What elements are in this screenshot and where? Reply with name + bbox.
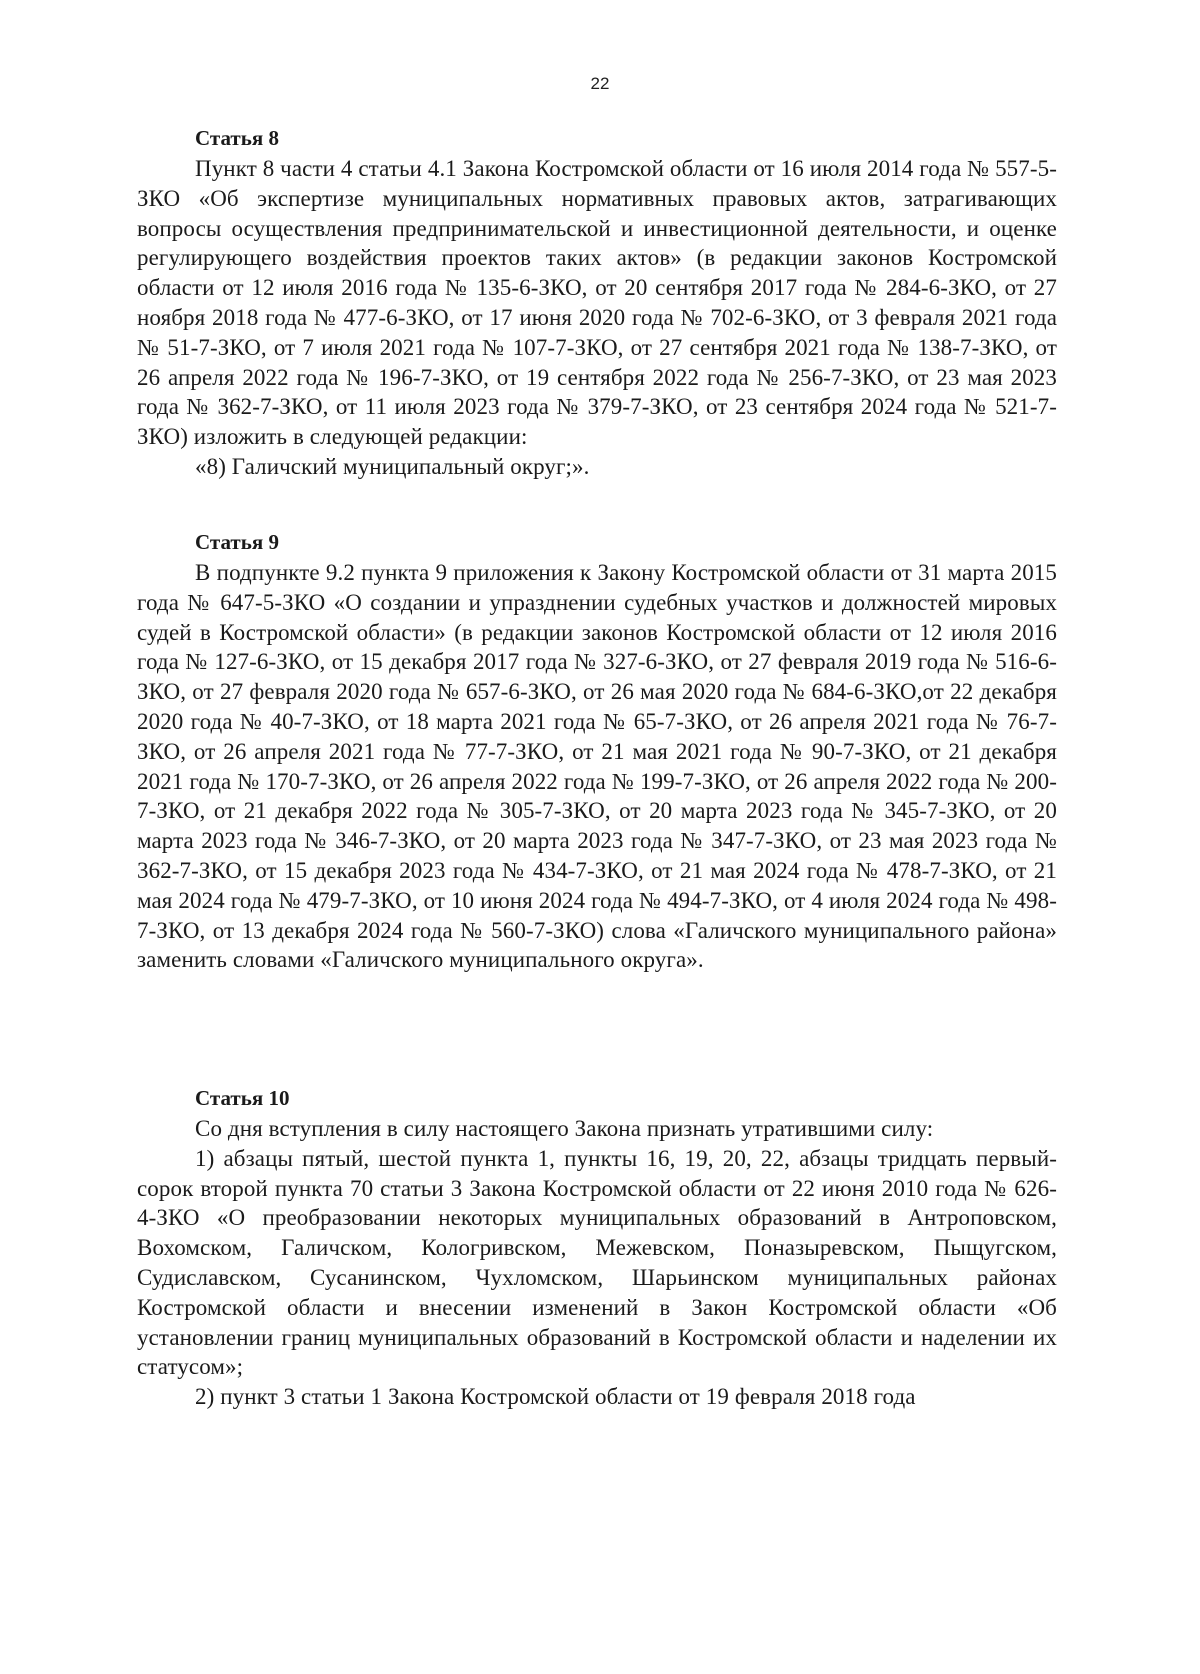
article-9 — [137, 527, 1057, 975]
article-paragraph: 1) абзацы пятый, шестой пункта 1, пункты 16, 19, 20, 22, абзацы тридцать первый-сорок второй пункта 70 статьи 3 Закона Костромской области от 22 июня 2010 года № 626-4-ЗКО «О преобразовании некоторых муниципальных образований в Антроповском, Вохомском, Галичском, Кологривском, Межевском, Поназыревском, Пыщугском, Судиславском, Сусанинском, Чухломском, Шарьинском муниципальных районах Костромской области и внесении изменений в Закон Костромской области «Об установлении границ муниципальных образований в Костромской области и наделении их статусом»; — [137, 1145, 1057, 1380]
article-paragraph: Со дня вступления в силу настоящего Закона признать утратившими силу: — [195, 1116, 934, 1141]
article-10 — [137, 1083, 1057, 1412]
article-paragraph: В подпункте 9.2 пункта 9 приложения к Закону Костромской области от 31 марта 2015 года № 647-5-ЗКО «О создании и упразднении судебных участков и должностей мировых судей в Костромской области» (в редакции законов Костромской области от 12 июля 2016 года № 127-6-ЗКО, от 15 декабря 2017 года № 327-6-ЗКО, от 27 февраля 2019 года № 516-6-ЗКО, от 27 февраля 2020 года № 657-6-ЗКО, от 26 мая 2020 года № 684-6-ЗКО,от 22 декабря 2020 года № 40-7-ЗКО, от 18 марта 2021 года № 65-7-ЗКО, от 26 апреля 2021 года № 76-7-ЗКО, от 26 апреля 2021 года № 77-7-ЗКО, от 21 мая 2021 года № 90-7-ЗКО, от 21 декабря 2021 года № 170-7-ЗКО, от 26 апреля 2022 года № 199-7-ЗКО, от 26 апреля 2022 года № 200-7-ЗКО, от 21 декабря 2022 года № 305-7-ЗКО, от 20 марта 2023 года № 345-7-ЗКО, от 20 марта 2023 года № 346-7-ЗКО, от 20 марта 2023 года № 347-7-ЗКО, от 23 мая 2023 года № 362-7-ЗКО, от 15 декабря 2023 года № 434-7-ЗКО, от 21 мая 2024 года № 478-7-ЗКО, от 21 мая 2024 года № 479-7-ЗКО, от 10 июня 2024 года № 494-7-ЗКО, от 4 июля 2024 года № 498-7-ЗКО, от 13 декабря 2024 года № 560-7-ЗКО) слова «Галичского муниципального района» заменить словами «Галичского муниципального округа». — [137, 560, 1057, 973]
article-title: Статья 10 — [195, 1086, 290, 1110]
article-paragraph: Пункт 8 части 4 статьи 4.1 Закона Костромской области от 16 июля 2014 года № 557-5-ЗКО «Об экспертизе муниципальных нормативных правовых актов, затрагивающих вопросы осуществления предпринимательской и инвестиционной деятельности, и оценке регулирующего воздействия проектов таких актов» (в редакции законов Костромской области от 12 июля 2016 года № 135-6-ЗКО, от 20 сентября 2017 года № 284-6-ЗКО, от 27 ноября 2018 года № 477-6-ЗКО, от 17 июня 2020 года № 702-6-ЗКО, от 3 февраля 2021 года № 51-7-ЗКО, от 7 июля 2021 года № 107-7-ЗКО, от 27 сентября 2021 года № 138-7-ЗКО, от 26 апреля 2022 года № 196-7-ЗКО, от 19 сентября 2022 года № 256-7-ЗКО, от 23 мая 2023 года № 362-7-ЗКО, от 11 июля 2023 года № 379-7-ЗКО, от 23 сентября 2024 года № 521-7-ЗКО) изложить в следующей редакции: — [137, 156, 1057, 450]
article-paragraph: «8) Галичский муниципальный округ;». — [195, 453, 590, 479]
article-title: Статья 8 — [195, 126, 279, 150]
page-number: 22 — [590, 74, 610, 93]
article-8 — [137, 123, 1057, 482]
article-title: Статья 9 — [195, 530, 279, 554]
article-paragraph: 2) пункт 3 статьи 1 Закона Костромской области от 19 февраля 2018 года — [195, 1384, 916, 1410]
